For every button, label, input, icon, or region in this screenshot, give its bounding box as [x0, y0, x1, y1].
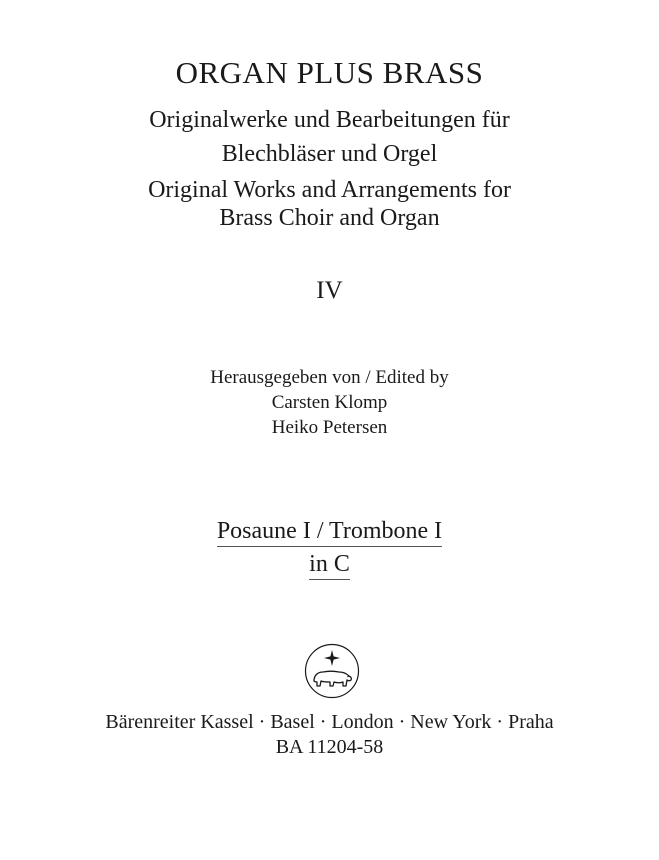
part-name-text: Posaune I / Trombone I [217, 518, 442, 547]
subtitle-en-line-2: Brass Choir and Organ [219, 205, 440, 231]
subtitle-de-line-1: Originalwerke und Bearbeitungen für [149, 107, 510, 133]
title: ORGAN PLUS BRASS [175, 55, 484, 90]
part-name [0, 518, 659, 547]
part-key [0, 551, 659, 580]
volume-number: IV [316, 277, 343, 304]
subtitle-de-line-2: Blechbläser und Orgel [221, 141, 438, 167]
part-key-text: in C [309, 551, 350, 580]
edited-by-label: Herausgegeben von / Edited by [210, 367, 449, 388]
baerenreiter-bear-star-logo-icon [304, 643, 360, 699]
subtitle-en-line-1: Original Works and Arrangements for [148, 177, 511, 203]
publisher-line: Bärenreiter Kassel · Basel · London · New York · Praha [105, 711, 554, 733]
editor-name: Heiko Petersen [271, 417, 388, 438]
catalog-number: BA 11204-58 [275, 736, 384, 758]
editor-name: Carsten Klomp [271, 392, 388, 413]
